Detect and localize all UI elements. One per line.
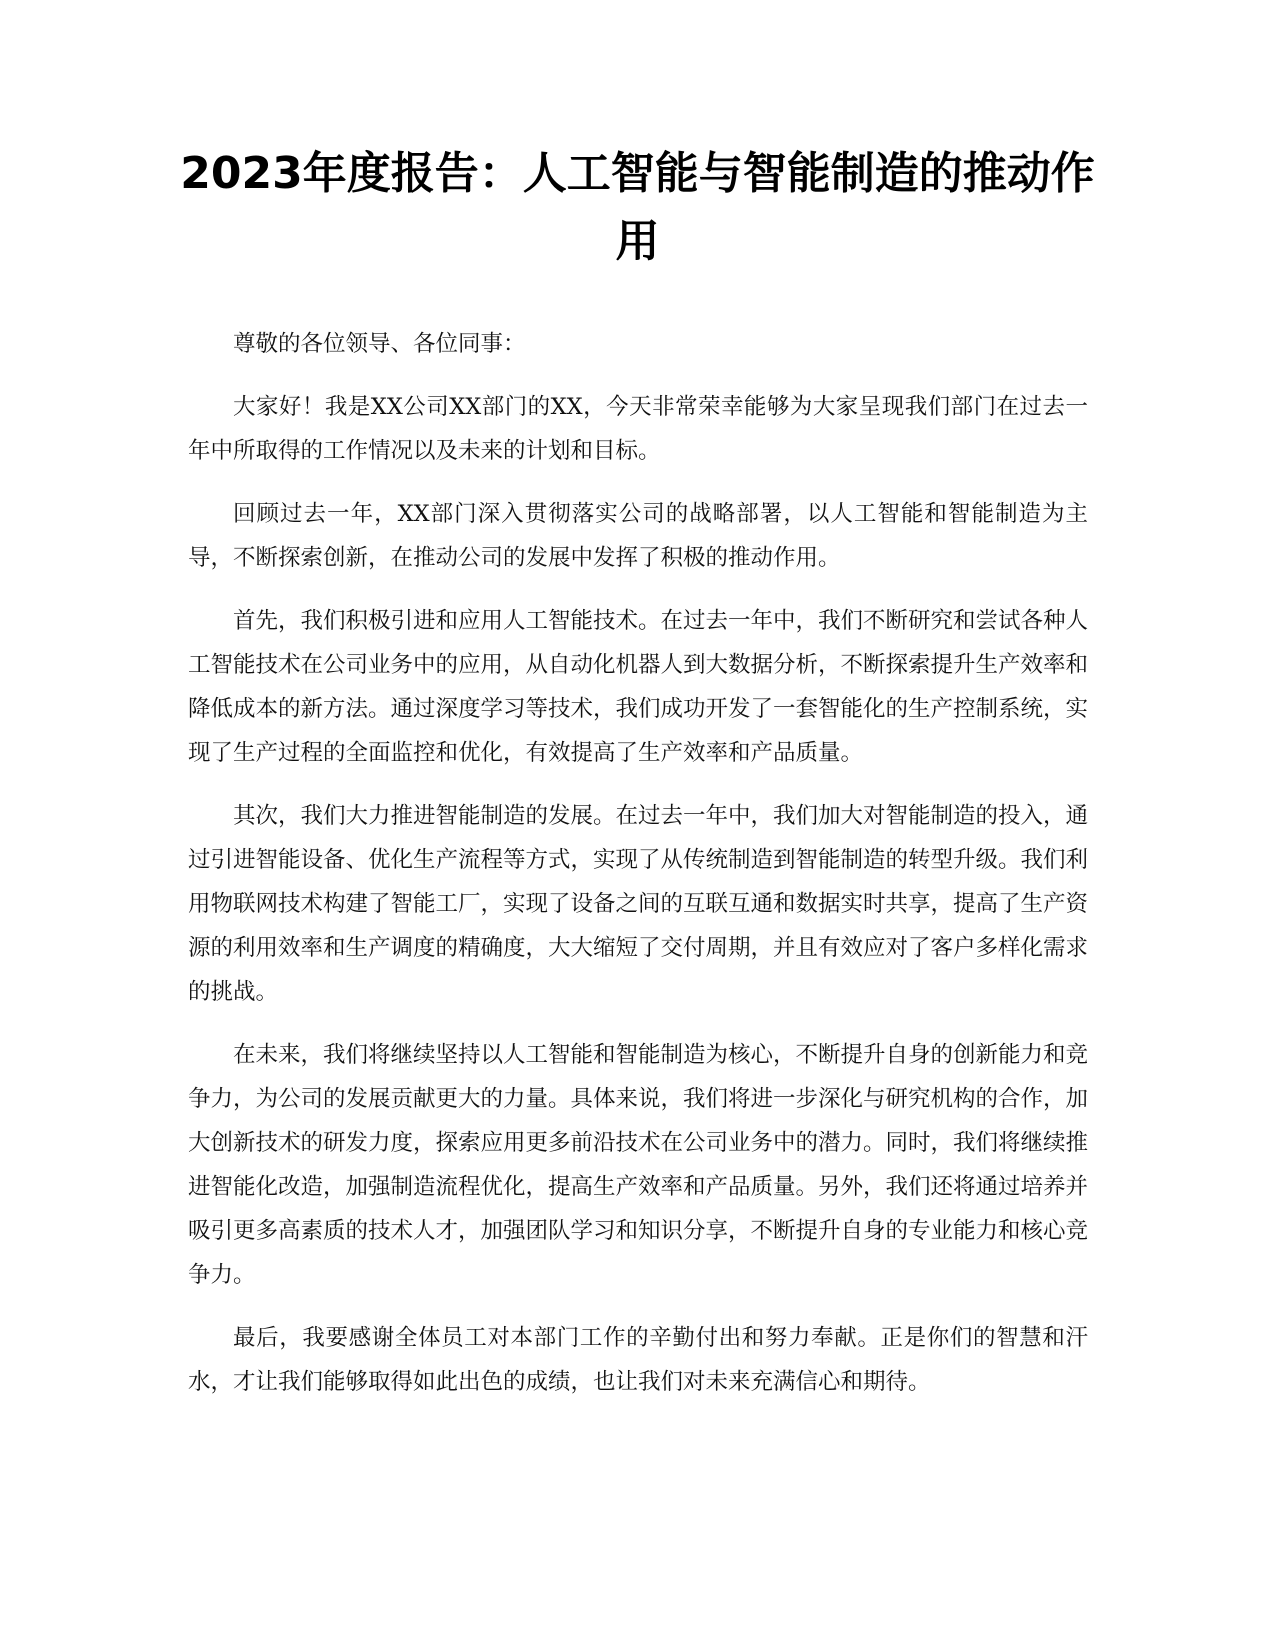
document-title: 2023年度报告：人工智能与智能制造的推动作用 <box>180 148 1095 267</box>
greeting-paragraph: 大家好！我是XX公司XX部门的XX，今天非常荣幸能够为大家呈现我们部门在过去一年中所取得的工作情况以及未来的计划和目标。 <box>188 394 1088 464</box>
document-body <box>188 322 1088 1423</box>
salutation-paragraph: 尊敬的各位领导、各位同事： <box>233 331 526 357</box>
review-paragraph: 回顾过去一年，XX部门深入贯彻落实公司的战略部署，以人工智能和智能制造为主导，不断探索创新，在推动公司的发展中发挥了积极的推动作用。 <box>188 501 1088 571</box>
ai-technology-paragraph: 首先，我们积极引进和应用人工智能技术。在过去一年中，我们不断研究和尝试各种人工智能技术在公司业务中的应用，从自动化机器人到大数据分析，不断探索提升生产效率和降低成本的新方法。通过深度学习等技术，我们成功开发了一套智能化的生产控制系统，实现了生产过程的全面监控和优化，有效提高了生产效率和产品质量。 <box>188 608 1089 766</box>
thanks-paragraph: 最后，我要感谢全体员工对本部门工作的辛勤付出和努力奉献。正是你们的智慧和汗水，才让我们能够取得如此出色的成绩，也让我们对未来充满信心和期待。 <box>188 1325 1088 1395</box>
future-plan-paragraph: 在未来，我们将继续坚持以人工智能和智能制造为核心，不断提升自身的创新能力和竞争力，为公司的发展贡献更大的力量。具体来说，我们将进一步深化与研究机构的合作，加大创新技术的研发力度，探索应用更多前沿技术在公司业务中的潜力。同时，我们将继续推进智能化改造，加强制造流程优化，提高生产效率和产品质量。另外，我们还将通过培养并吸引更多高素质的技术人才，加强团队学习和知识分享，不断提升自身的专业能力和核心竞争力。 <box>188 1042 1089 1288</box>
smart-manufacturing-paragraph: 其次，我们大力推进智能制造的发展。在过去一年中，我们加大对智能制造的投入，通过引进智能设备、优化生产流程等方式，实现了从传统制造到智能制造的转型升级。我们利用物联网技术构建了智能工厂，实现了设备之间的互联互通和数据实时共享，提高了生产资源的利用效率和生产调度的精确度，大大缩短了交付周期，并且有效应对了客户多样化需求的挑战。 <box>188 803 1089 1005</box>
